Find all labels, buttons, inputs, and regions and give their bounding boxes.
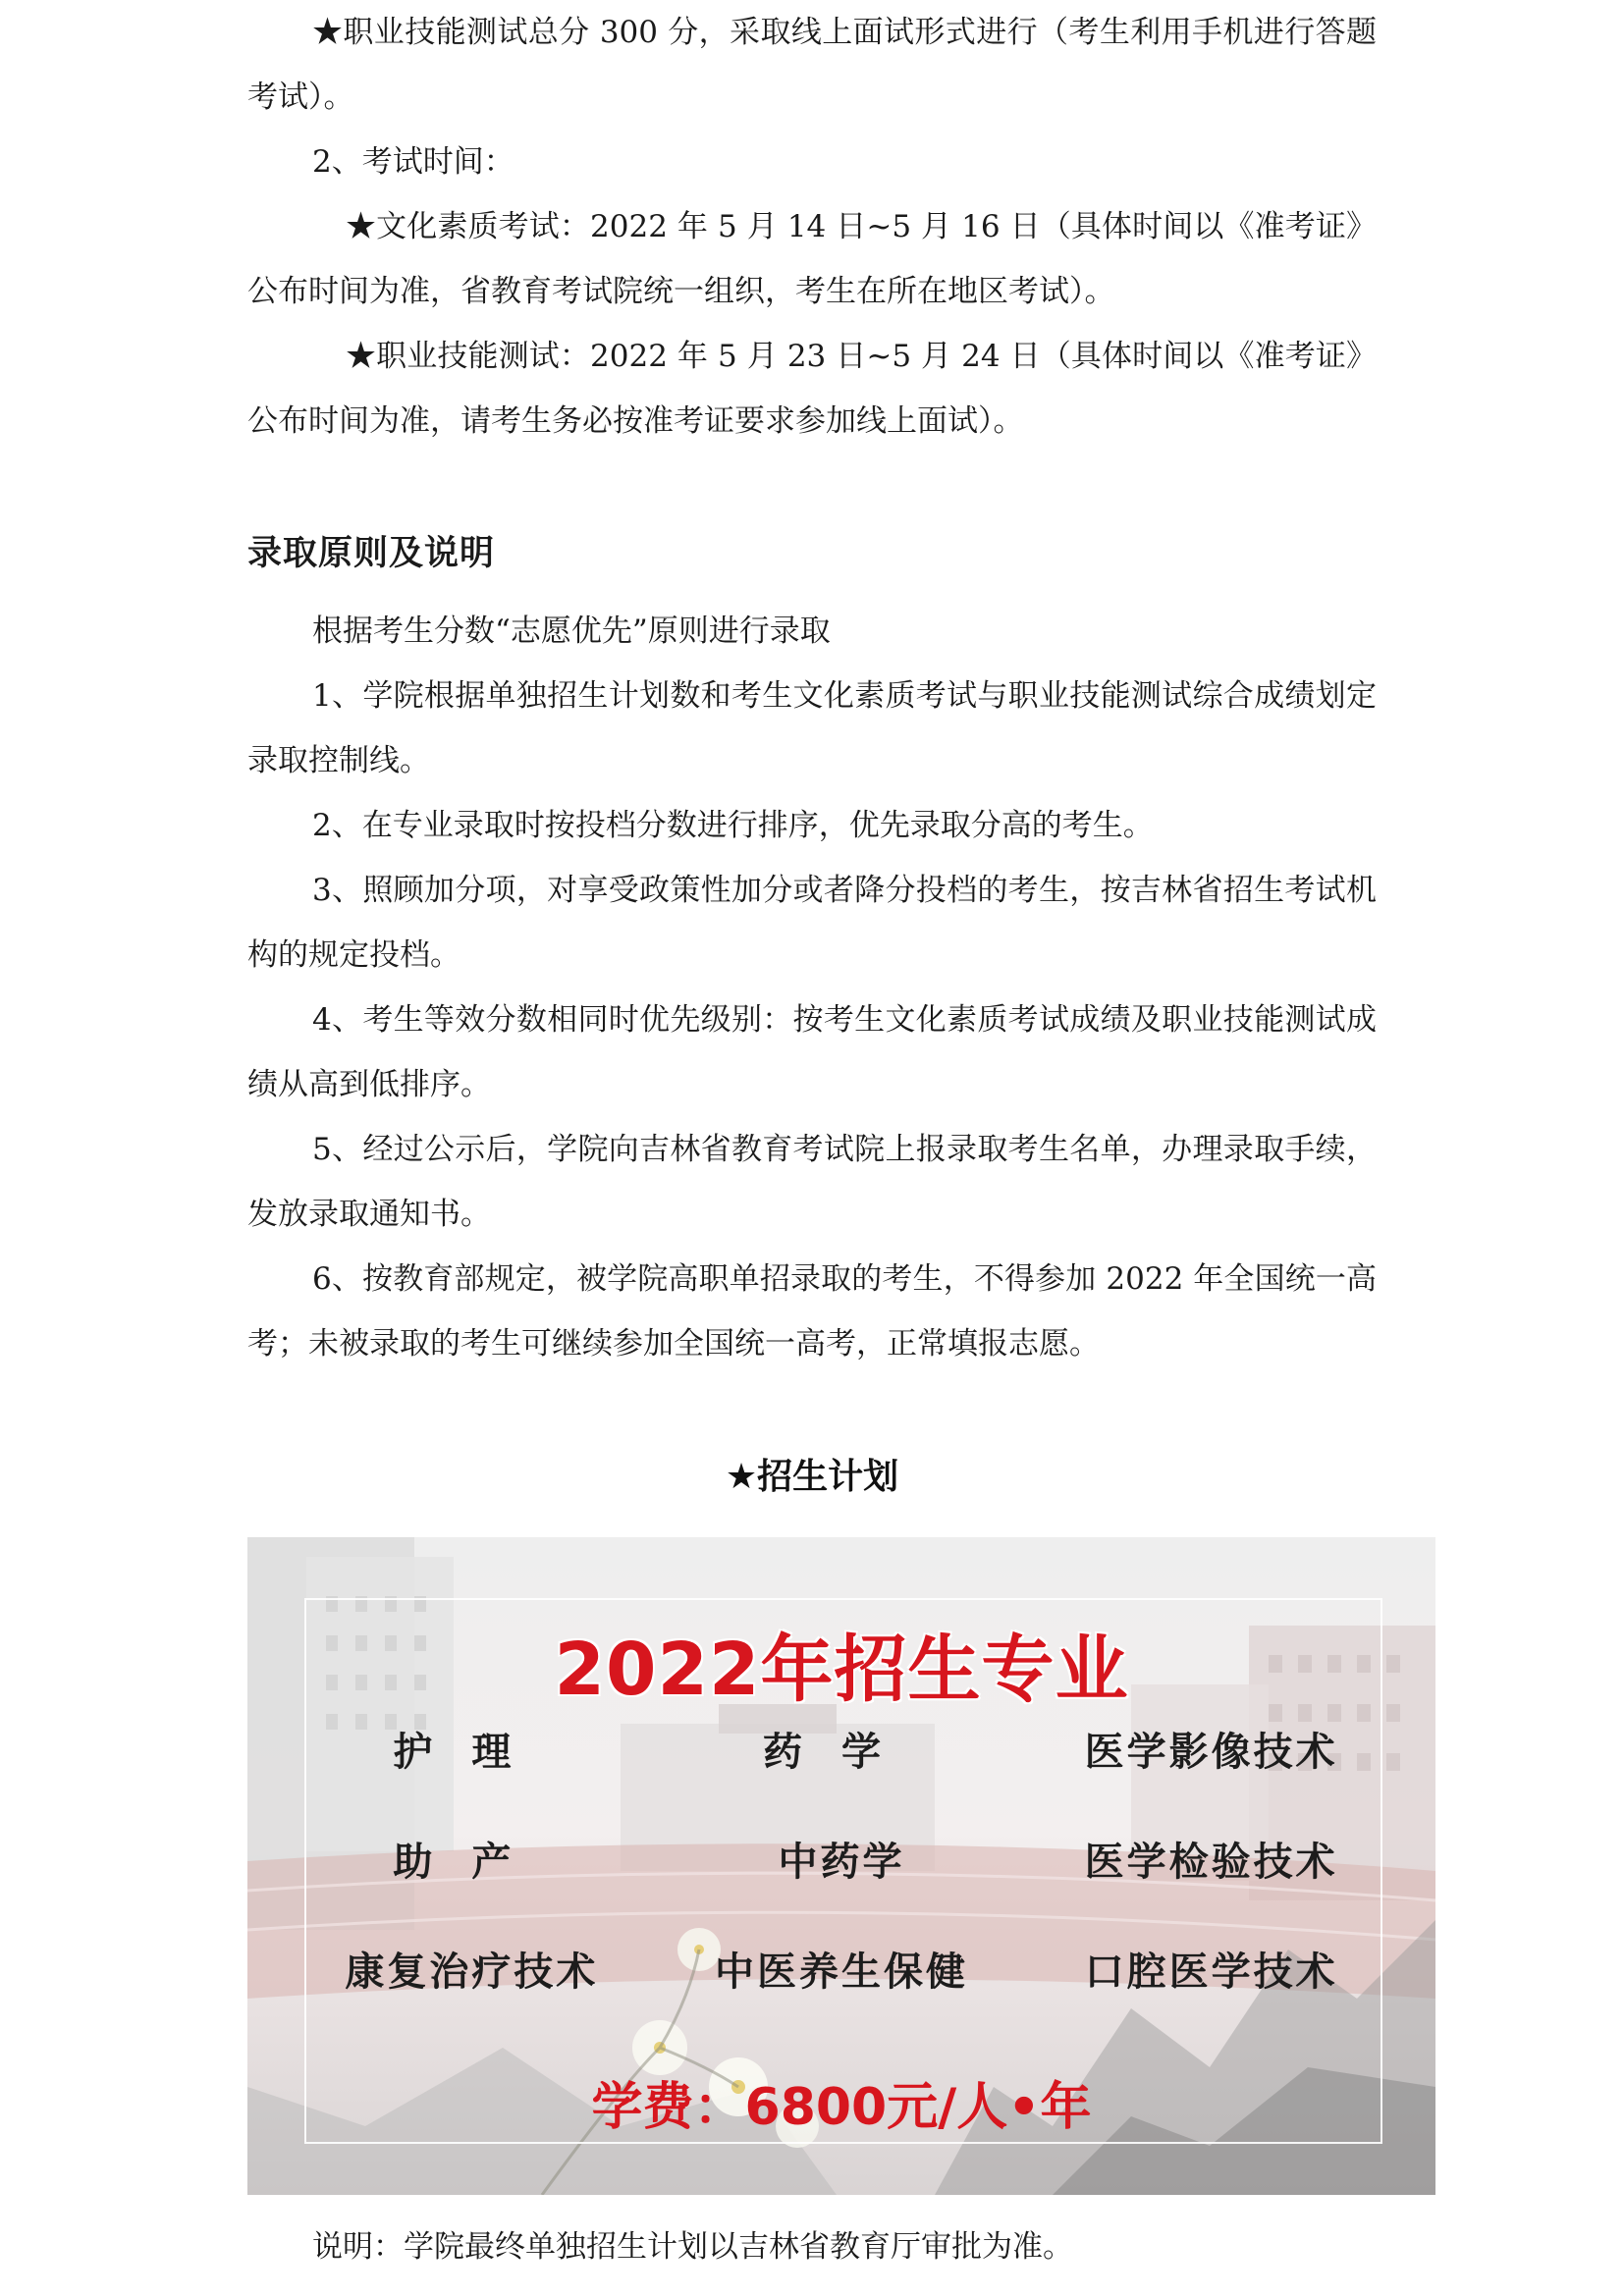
major-item: 口腔医学技术 xyxy=(1084,1949,1338,1995)
paragraph-exam-time: 2、考试时间： xyxy=(312,144,514,180)
admission-section xyxy=(247,599,1377,1376)
intro-section xyxy=(247,0,1377,454)
paragraph-skill-exam: ★职业技能测试：2022 年 5 月 23 日~5 月 24 日（具体时间以《准考证》公布时间为准，请考生务必按准考证要求参加线上面试）。 xyxy=(247,339,1377,439)
major-item: 康复治疗技术 xyxy=(345,1949,599,1995)
majors-grid xyxy=(287,1730,1396,1995)
admission-item: 6、按教育部规定，被学院高职单招录取的考生，不得参加 2022 年全国统一高考；未被录取的考生可继续参加全国统一高考，正常填报志愿。 xyxy=(247,1261,1377,1362)
major-item: 医学影像技术 xyxy=(1084,1729,1338,1775)
admission-item: 4、考生等效分数相同时优先级别：按考生文化素质考试成绩及职业技能测试成绩从高到低排序。 xyxy=(247,1002,1377,1102)
admission-item: 2、在专业录取时按投档分数进行排序，优先录取分高的考生。 xyxy=(312,808,1154,843)
admission-heading: 录取原则及说明 xyxy=(247,534,496,573)
major-item: 中医养生保健 xyxy=(714,1949,968,1995)
major-item: 中药学 xyxy=(778,1839,905,1885)
admission-item: 1、学院根据单独招生计划数和考生文化素质考试与职业技能测试综合成绩划定录取控制线。 xyxy=(247,678,1377,778)
admission-lead: 根据考生分数“志愿优先”原则进行录取 xyxy=(312,614,831,649)
major-item: 药学 xyxy=(762,1729,920,1775)
tuition-fee: 学费：6800元/人•年 xyxy=(591,2078,1092,2137)
plan-note: 说明：学院最终单独招生计划以吉林省教育厅审批为准。 xyxy=(312,2229,1073,2265)
major-item: 助产 xyxy=(393,1839,551,1885)
paragraph-culture-exam: ★文化素质考试：2022 年 5 月 14 日~5 月 16 日（具体时间以《准考证》公布时间为准，省教育考试院统一组织，考生在所在地区考试）。 xyxy=(247,209,1377,309)
major-item: 医学检验技术 xyxy=(1084,1839,1338,1885)
admission-item: 5、经过公示后，学院向吉林省教育考试院上报录取考生名单，办理录取手续，发放录取通知书。 xyxy=(247,1132,1377,1232)
poster-headline: 2022年招生专业 xyxy=(554,1628,1129,1712)
majors-poster xyxy=(247,1537,1435,2195)
enrollment-plan-title: ★招生计划 xyxy=(725,1457,899,1497)
major-item: 护理 xyxy=(393,1729,551,1775)
admission-item: 3、照顾加分项，对享受政策性加分或者降分投档的考生，按吉林省招生考试机构的规定投档。 xyxy=(247,873,1377,973)
paragraph-skill-test-score: ★职业技能测试总分 300 分，采取线上面试形式进行（考生利用手机进行答题考试）。 xyxy=(247,15,1377,115)
